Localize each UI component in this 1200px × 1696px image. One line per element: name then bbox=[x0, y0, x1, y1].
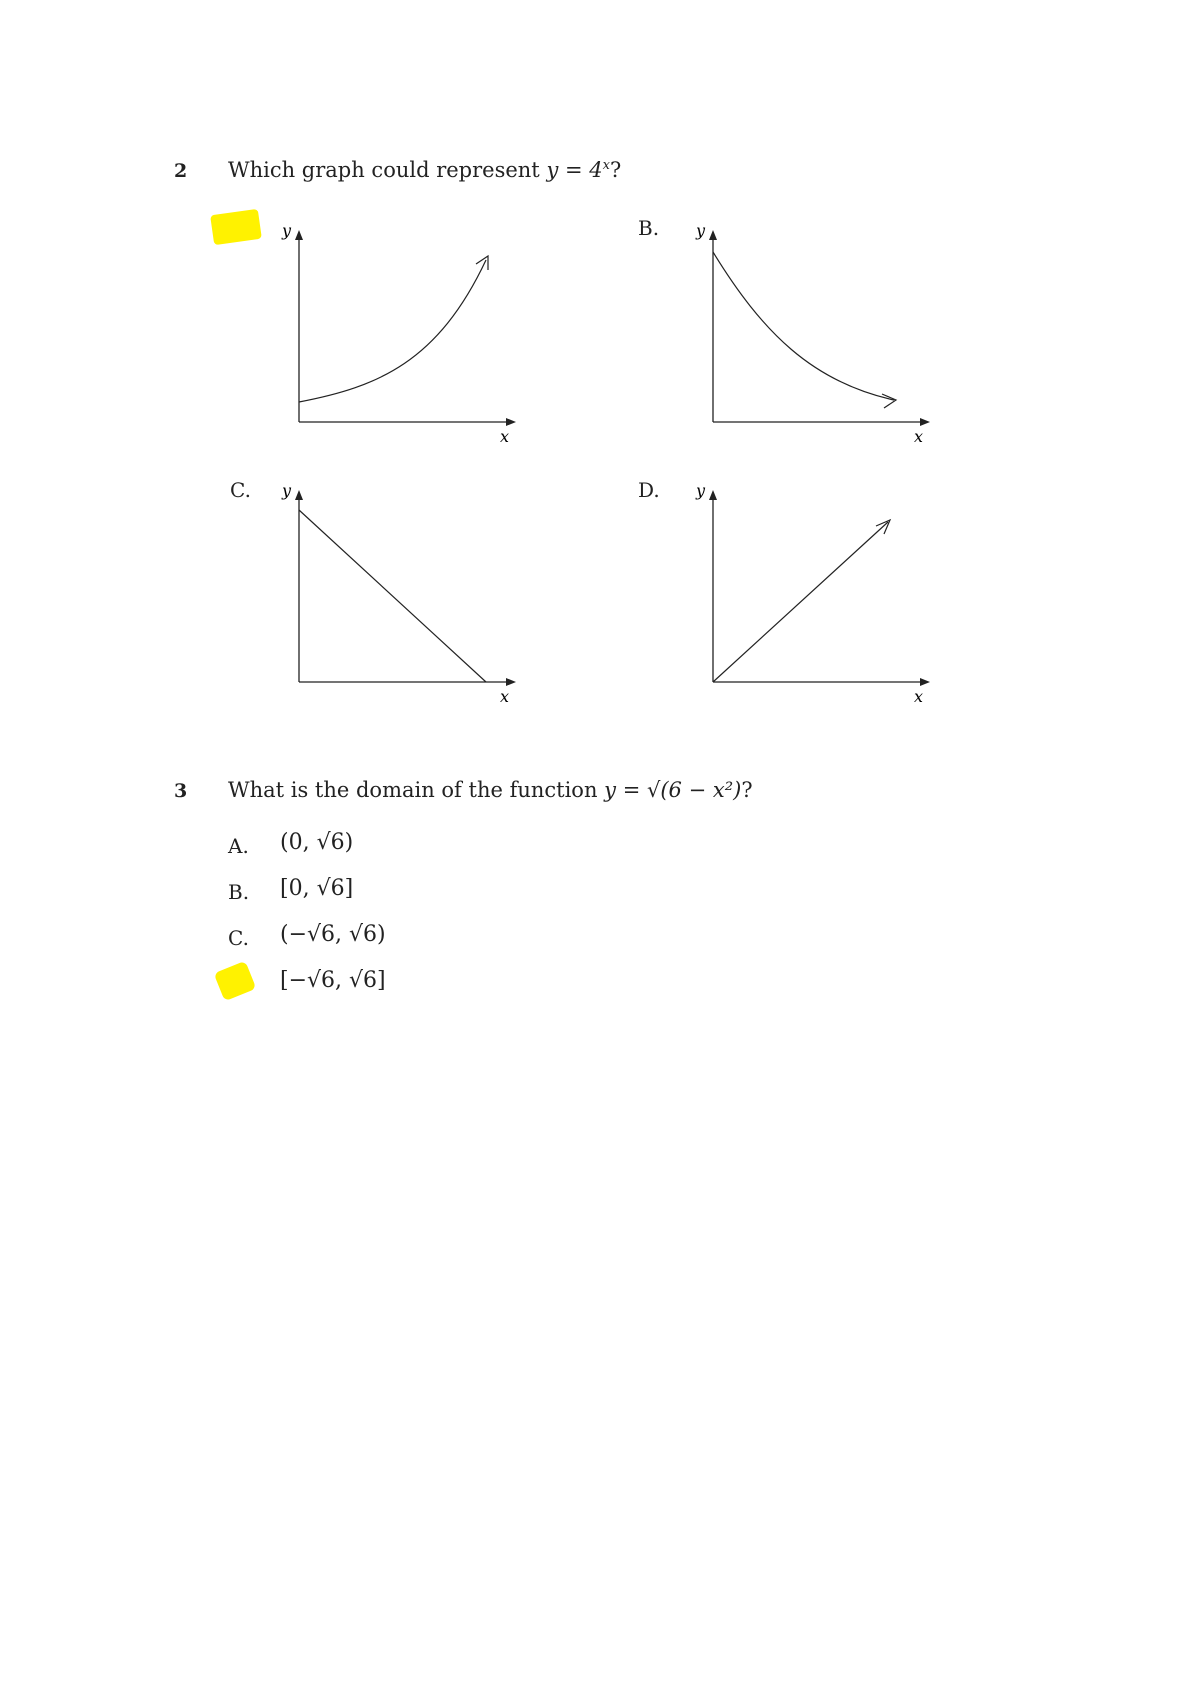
decreasing-line bbox=[299, 510, 486, 682]
graph-b-x-label: x bbox=[914, 427, 924, 446]
q2-option-b-label: B. bbox=[638, 216, 660, 240]
question-2-prefix: Which graph could represent bbox=[228, 158, 540, 182]
question-2-suffix: ? bbox=[609, 158, 622, 182]
growth-curve bbox=[299, 260, 486, 402]
graph-a-y-label: y bbox=[282, 221, 292, 240]
decay-curve bbox=[713, 252, 894, 400]
question-3-equation: y = √(6 − x²) bbox=[604, 778, 742, 802]
question-3-prefix: What is the domain of the function bbox=[228, 778, 598, 802]
q3-option-c-label: C. bbox=[228, 926, 249, 950]
q3-option-a-value[interactable]: (0, √6) bbox=[280, 830, 354, 855]
q2-graph-b[interactable] bbox=[682, 222, 942, 452]
curve-arrow-icon bbox=[882, 394, 896, 408]
x-axis-arrow-icon bbox=[920, 418, 930, 426]
x-axis-arrow-icon bbox=[506, 678, 516, 686]
graph-d-x-label: x bbox=[914, 687, 924, 706]
graph-b-y-label: y bbox=[696, 221, 706, 240]
q3-option-c-value[interactable]: (−√6, √6) bbox=[280, 922, 386, 947]
question-2-text bbox=[228, 158, 621, 182]
question-2-equation: y = 4 bbox=[546, 158, 603, 182]
x-axis-arrow-icon bbox=[920, 678, 930, 686]
q2-graph-a[interactable] bbox=[268, 222, 528, 452]
q2-option-c-label: C. bbox=[230, 478, 251, 502]
question-3-text bbox=[228, 778, 753, 802]
increasing-line bbox=[713, 522, 888, 682]
graph-c-y-label: y bbox=[282, 481, 292, 500]
q3-option-a-label: A. bbox=[228, 834, 249, 858]
x-axis-arrow-icon bbox=[506, 418, 516, 426]
graph-a-x-label: x bbox=[500, 427, 510, 446]
q3-option-b-label: B. bbox=[228, 880, 250, 904]
graph-d-y-label: y bbox=[696, 481, 706, 500]
q3-option-d-value[interactable]: [−√6, √6] bbox=[280, 968, 386, 993]
question-3-number: 3 bbox=[174, 780, 188, 802]
question-2-exponent: x bbox=[602, 158, 610, 173]
graph-c-x-label: x bbox=[500, 687, 510, 706]
question-3-suffix: ? bbox=[741, 778, 753, 802]
q2-graph-c[interactable] bbox=[268, 482, 528, 712]
question-2-number: 2 bbox=[174, 160, 188, 182]
q2-graph-d[interactable] bbox=[682, 482, 942, 712]
q2-option-d-label: D. bbox=[638, 478, 660, 502]
q3-option-b-value[interactable]: [0, √6] bbox=[280, 876, 354, 901]
